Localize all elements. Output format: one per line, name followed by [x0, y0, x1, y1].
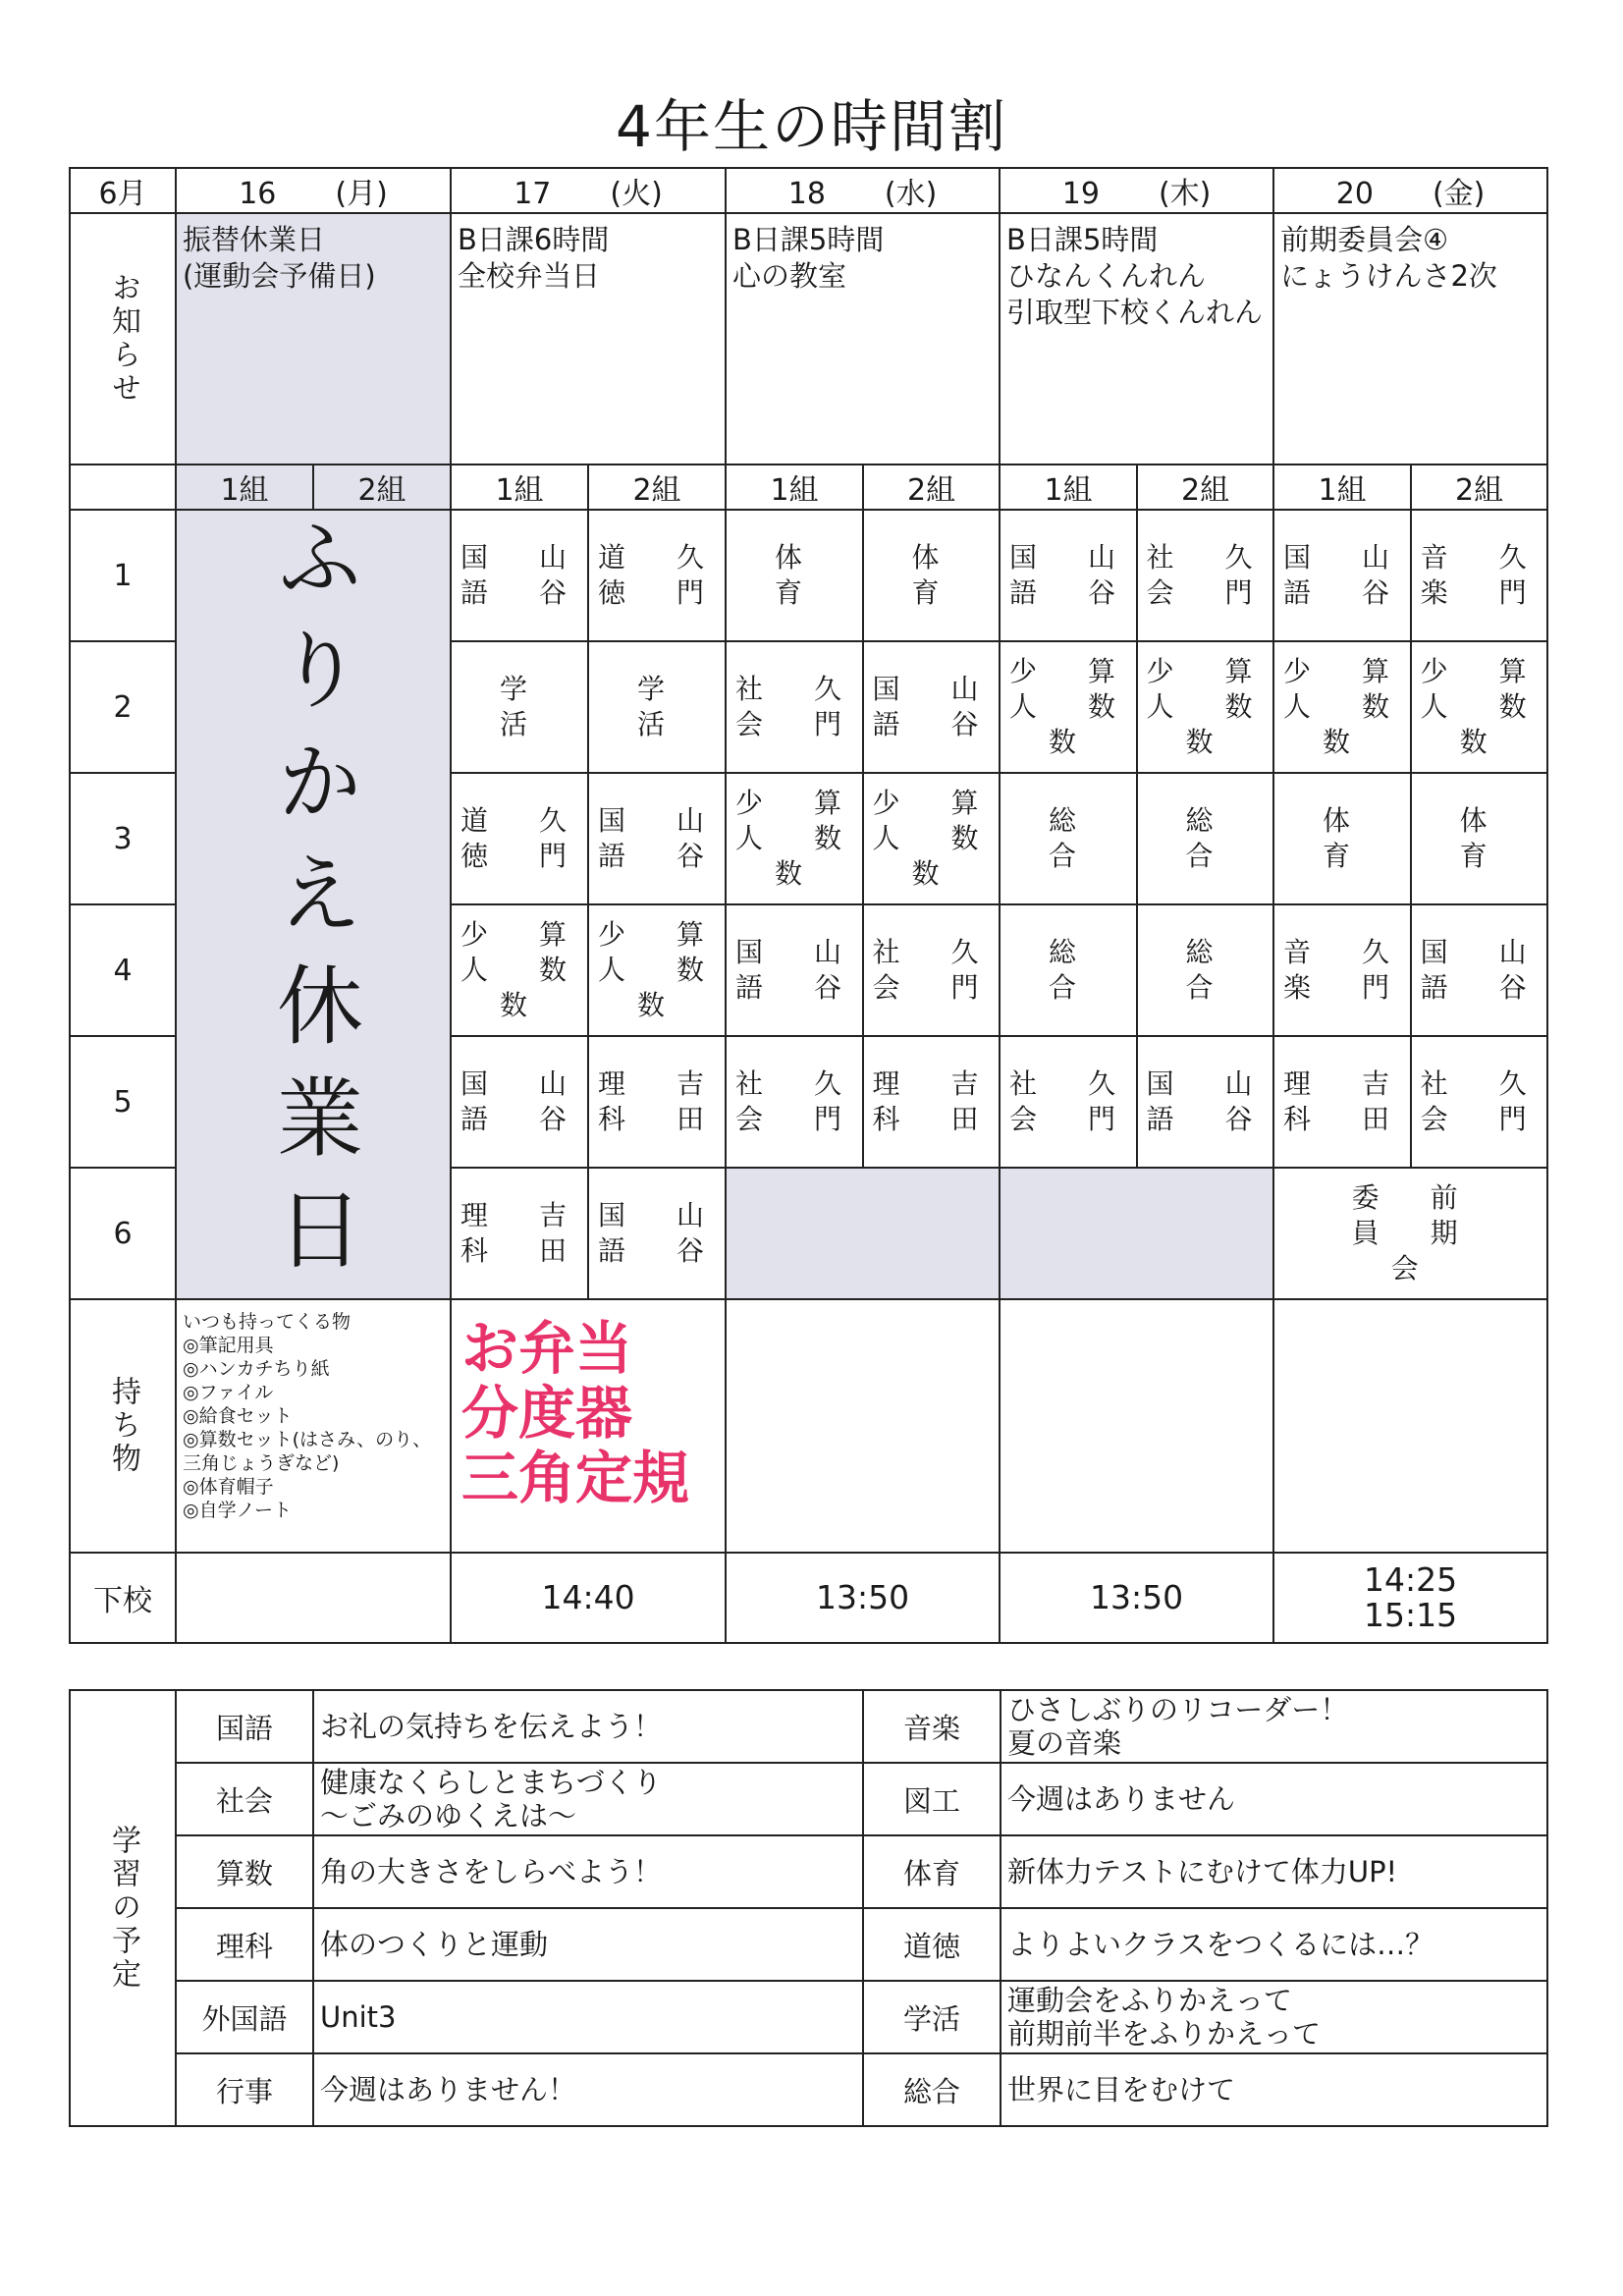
- subject: 音 久 楽 門: [1283, 936, 1402, 1004]
- plan-row: [70, 1835, 1547, 1908]
- items-label-cell: [70, 1299, 176, 1553]
- plan-row: [70, 1908, 1547, 1981]
- subject: 少 算 人 数 数: [1283, 655, 1402, 758]
- date-header-row: [70, 168, 1547, 213]
- plan-topic: よりよいクラスをつくるには…？: [1001, 1908, 1547, 1981]
- dismissal-tue: 14:40: [451, 1553, 726, 1643]
- subject: 少 算 人 数 数: [872, 787, 991, 890]
- class-2-label: 2組: [1137, 465, 1273, 510]
- subject: 少 算 人 数 数: [1009, 655, 1128, 758]
- class-1-label: 1組: [1273, 465, 1411, 510]
- subject: 理 吉 科 田: [598, 1067, 717, 1135]
- plan-topic: 世界に目をむけて: [1001, 2053, 1547, 2126]
- subject: 少 算 人 数 数: [460, 918, 579, 1021]
- subject: 社 久 会 門: [1009, 1067, 1128, 1135]
- items-thu: [1000, 1299, 1273, 1553]
- items-tue: お弁当 分度器 三角定規: [451, 1299, 726, 1553]
- day-header-20: 20 (金): [1273, 168, 1547, 213]
- blank-cell: [70, 465, 176, 510]
- period-label: 3: [70, 773, 176, 904]
- committee-meeting: 委 前 員 期 会: [1351, 1181, 1470, 1285]
- subject: 少 算 人 数 数: [735, 787, 854, 890]
- subject: 社 久 会 門: [1146, 541, 1265, 609]
- dismissal-row: [70, 1553, 1547, 1643]
- subject: 国 山 語 谷: [460, 1067, 579, 1135]
- subject: 音 久 楽 門: [1420, 541, 1539, 609]
- items-always: いつも持ってくる物 ◎筆記用具 ◎ハンカチちり紙 ◎ファイル ◎給食セット ◎算数セット(はさみ、のり、 三角じょうぎなど) ◎体育帽子 ◎自学ノート: [176, 1299, 451, 1553]
- day-header-18: 18 (水): [726, 168, 1000, 213]
- class-1-label: 1組: [1000, 465, 1137, 510]
- notice-wed: B日課5時間 心の教室: [726, 213, 1000, 465]
- plan-topic: 体のつくりと運動: [313, 1908, 863, 1981]
- study-plan: [69, 1689, 1548, 2127]
- subject: 国 山 語 谷: [1283, 541, 1402, 609]
- period-label: 1: [70, 510, 176, 641]
- class-2-label: 2組: [1411, 465, 1547, 510]
- items-wed: [726, 1299, 1000, 1553]
- dismissal-label: 下校: [70, 1553, 176, 1643]
- day-header-19: 19 (木): [1000, 168, 1273, 213]
- notice-row: [70, 213, 1547, 465]
- plan-subject: 外国語: [176, 1981, 313, 2053]
- subject: 国 山 語 谷: [598, 804, 717, 872]
- plan-topic: ひさしぶりのリコーダー！ 夏の音楽: [1001, 1690, 1547, 1763]
- plan-topic: 運動会をふりかえって 前期前半をふりかえって: [1001, 1981, 1547, 2053]
- dismissal-wed: 13:50: [726, 1553, 1000, 1643]
- dismissal-thu: 13:50: [1000, 1553, 1273, 1643]
- subject: 国 山 語 谷: [872, 673, 991, 740]
- class-2-label: 2組: [863, 465, 1000, 510]
- subject: 社 久 会 門: [735, 673, 854, 740]
- subject: 体 育: [1459, 804, 1499, 872]
- subject: 理 吉 科 田: [1283, 1067, 1402, 1135]
- period-row-1: [70, 510, 1547, 641]
- timetable: [69, 167, 1548, 1644]
- plan-subject: 道徳: [863, 1908, 1001, 1981]
- class-2-label: 2組: [588, 465, 726, 510]
- no-class-wed-6: [726, 1168, 1000, 1299]
- period-label: 6: [70, 1168, 176, 1299]
- subject: 国 山 語 谷: [460, 541, 579, 609]
- plan-row: [70, 1763, 1547, 1835]
- subject: 少 算 人 数 数: [1146, 655, 1265, 758]
- plan-topic: 新体力テストにむけて体力UP!: [1001, 1835, 1547, 1908]
- subject: 総 合: [1185, 804, 1225, 872]
- class-2-label: 2組: [313, 465, 451, 510]
- plan-subject: 体育: [863, 1835, 1001, 1908]
- class-1-label: 1組: [451, 465, 588, 510]
- plan-topic: 今週はありません: [1001, 1763, 1547, 1835]
- month-label: 6月: [70, 168, 176, 213]
- subject: 国 山 語 谷: [1009, 541, 1128, 609]
- plan-topic: Unit3: [313, 1981, 863, 2053]
- plan-subject: 国語: [176, 1690, 313, 1763]
- subject: 体 育: [1323, 804, 1363, 872]
- dismissal-fri: 14:25 15:15: [1273, 1553, 1547, 1643]
- plan-label: 学習の予定: [106, 1825, 140, 1992]
- subject: 理 吉 科 田: [460, 1199, 579, 1267]
- period-label: 4: [70, 904, 176, 1036]
- holiday-cell: [176, 510, 451, 1299]
- plan-topic: 健康なくらしとまちづくり ～ごみのゆくえは～: [313, 1763, 863, 1835]
- subject: 社 久 会 門: [872, 936, 991, 1004]
- subject: 理 吉 科 田: [872, 1067, 991, 1135]
- day-header-17: 17 (火): [451, 168, 726, 213]
- subject: 社 久 会 門: [1420, 1067, 1539, 1135]
- class-1-label: 1組: [726, 465, 863, 510]
- day-header-16: 16 (月): [176, 168, 451, 213]
- subject: 総 合: [1049, 936, 1089, 1004]
- plan-label-cell: [70, 1690, 176, 2126]
- notice-fri: 前期委員会④ にょうけんさ2次: [1273, 213, 1547, 465]
- items-label: 持ち物: [106, 1376, 140, 1476]
- plan-subject: 総合: [863, 2053, 1001, 2126]
- items-row: [70, 1299, 1547, 1553]
- plan-row: [70, 2053, 1547, 2126]
- no-class-thu-6: [1000, 1168, 1273, 1299]
- subject: 総 合: [1049, 804, 1089, 872]
- class-header-row: [70, 465, 1547, 510]
- subject: 総 合: [1185, 936, 1225, 1004]
- subject: 体 育: [775, 541, 815, 609]
- plan-subject: 理科: [176, 1908, 313, 1981]
- holiday-text: ふりかえ休業日: [263, 513, 364, 1296]
- items-fri: [1273, 1299, 1547, 1553]
- plan-subject: 図工: [863, 1763, 1001, 1835]
- page-title: 4年生の時間割: [616, 93, 1007, 160]
- subject: 体 育: [911, 541, 951, 609]
- subject: 少 算 人 数 数: [1420, 655, 1539, 758]
- notice-thu: B日課5時間 ひなんくんれん 引取型下校くんれん: [1000, 213, 1273, 465]
- plan-row: [70, 1690, 1547, 1763]
- class-1-label: 1組: [176, 465, 313, 510]
- plan-subject: 算数: [176, 1835, 313, 1908]
- plan-subject: 学活: [863, 1981, 1001, 2053]
- notice-mon: 振替休業日 (運動会予備日): [176, 213, 451, 465]
- subject: 国 山 語 谷: [598, 1199, 717, 1267]
- subject: 道 久 徳 門: [460, 804, 579, 872]
- plan-subject: 音楽: [863, 1690, 1001, 1763]
- subject: 社 久 会 門: [735, 1067, 854, 1135]
- subject: 道 久 徳 門: [598, 541, 717, 609]
- dismissal-mon: [176, 1553, 451, 1643]
- plan-subject: 社会: [176, 1763, 313, 1835]
- plan-row: [70, 1981, 1547, 2053]
- plan-topic: 角の大きさをしらべよう！: [313, 1835, 863, 1908]
- subject: 国 山 語 谷: [1420, 936, 1539, 1004]
- notice-tue: B日課6時間 全校弁当日: [451, 213, 726, 465]
- notice-label-cell: [70, 213, 176, 465]
- subject: 学 活: [637, 673, 677, 740]
- plan-subject: 行事: [176, 2053, 313, 2126]
- period-label: 5: [70, 1036, 176, 1168]
- subject: 学 活: [500, 673, 540, 740]
- subject: 少 算 人 数 数: [598, 918, 717, 1021]
- subject: 国 山 語 谷: [735, 936, 854, 1004]
- notice-label: お知らせ: [106, 272, 140, 406]
- period-label: 2: [70, 641, 176, 773]
- subject: 国 山 語 谷: [1146, 1067, 1265, 1135]
- plan-topic: お礼の気持ちを伝えよう！: [313, 1690, 863, 1763]
- plan-topic: 今週はありません！: [313, 2053, 863, 2126]
